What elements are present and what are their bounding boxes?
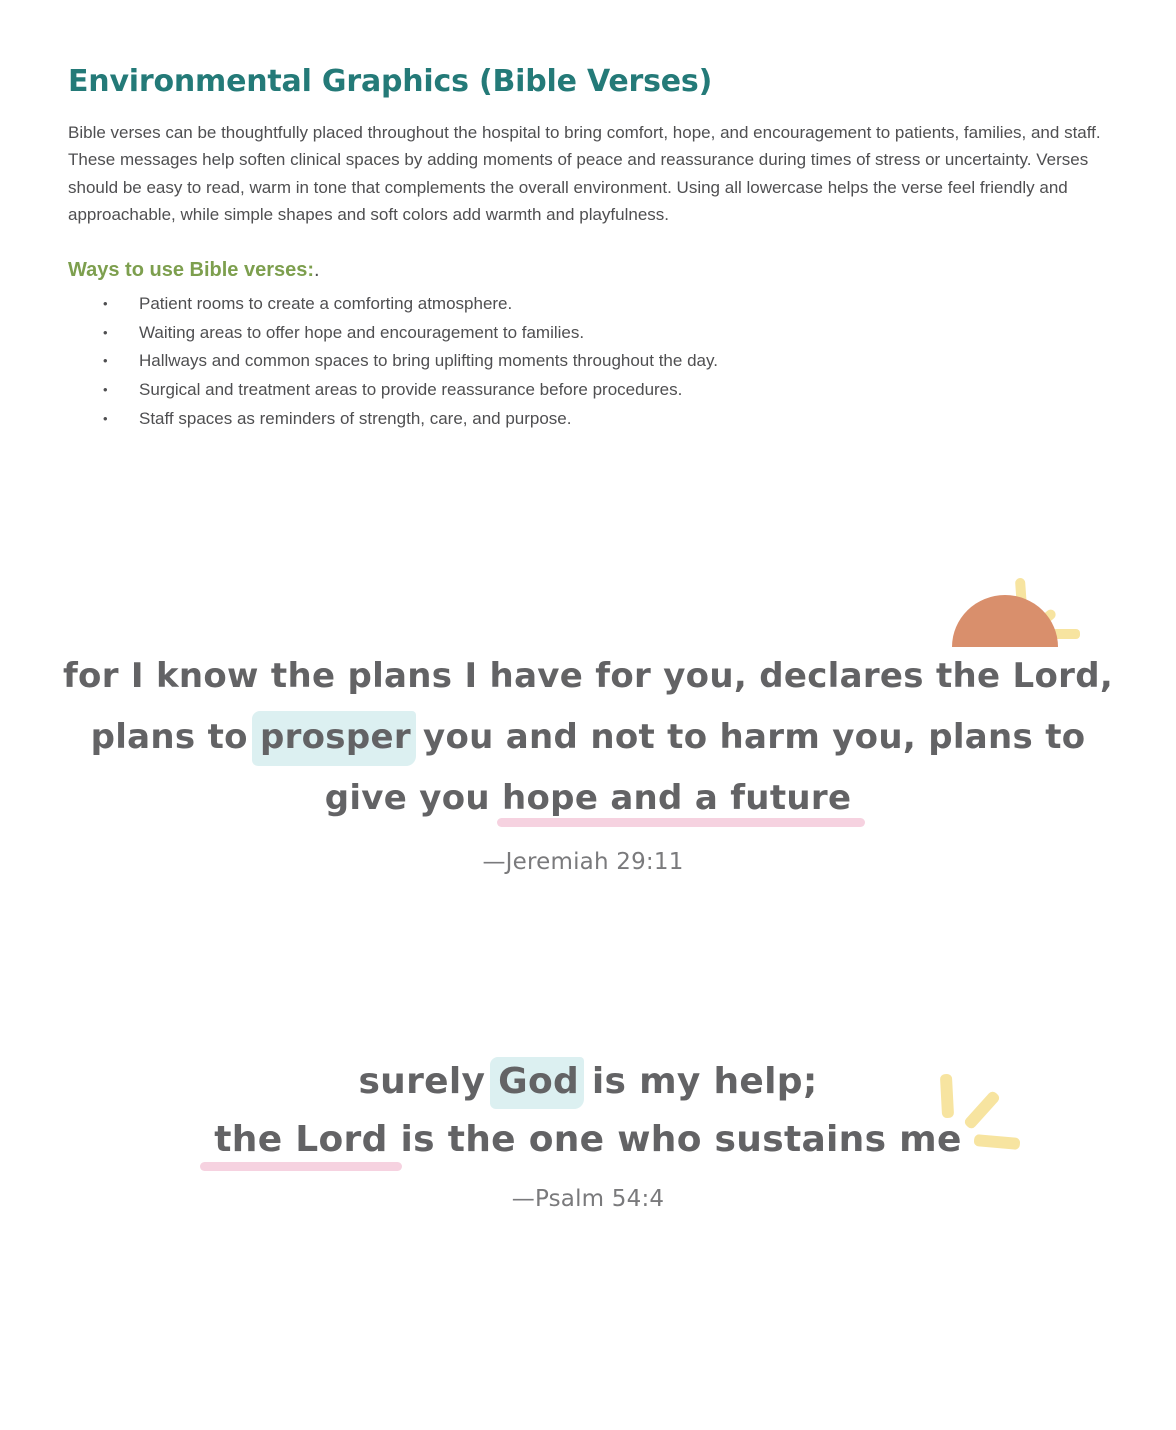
list-item-text: Waiting areas to offer hope and encouragement to families. (139, 322, 585, 342)
list-item (68, 290, 718, 319)
ways-heading-suffix: . (314, 259, 320, 281)
bullet: • (103, 410, 108, 426)
verse-psalm (0, 1053, 1176, 1169)
bullet: • (103, 296, 108, 311)
list-item-text: Surgical and treatment areas to provide reassurance before procedures. (139, 380, 683, 400)
page-title: Environmental Graphics (Bible Verses) (68, 64, 713, 99)
underlined-phrase: the Lord (214, 1111, 387, 1169)
verse-line-start: give you (324, 778, 503, 818)
verse-line-start: plans to (90, 717, 260, 757)
verse-line-end: is the one who sustains me (387, 1119, 962, 1160)
list-item (68, 319, 718, 348)
verse-reference: —Jeremiah 29:11 (482, 849, 684, 875)
verse-reference: —Psalm 54:4 (511, 1186, 665, 1212)
sun-icon (946, 574, 1086, 652)
list-item (68, 405, 718, 434)
bullet: • (103, 353, 108, 369)
verse-line: for I know the plans I have for you, declares the Lord, (62, 656, 1114, 696)
bullet: • (103, 382, 108, 398)
ways-heading-text: Ways to use Bible verses: (68, 259, 315, 281)
verse-jeremiah (0, 646, 1176, 829)
underlined-phrase: hope and a future (502, 768, 851, 829)
ways-list (68, 290, 718, 433)
highlight-word: prosper (260, 707, 411, 768)
list-item (68, 347, 718, 376)
verse-line-end: you and not to harm you, plans to (410, 717, 1086, 757)
bullet: • (103, 324, 108, 340)
intro-paragraph: Bible verses can be thoughtfully placed throughout the hospital to bring comfort, hope, and encouragement to patients, families, and staff. These messages help soften clinical spaces by adding moments of peace and reassurance during times of stress or uncertainty. Verses should be easy to read, warm in tone that complements the overall environment. Using all lowercase helps the verse feel friendly and approachable, while simple shapes and soft colors add warmth and playfulness. (68, 123, 1101, 225)
verse-line-start: surely (358, 1061, 499, 1102)
highlight-word: God (498, 1053, 579, 1111)
list-item (68, 376, 718, 405)
ways-heading (68, 256, 320, 284)
list-item-text: Hallways and common spaces to bring uplifting moments throughout the day. (139, 351, 718, 371)
list-item-text: Staff spaces as reminders of strength, care, and purpose. (139, 408, 572, 428)
list-item-text: Patient rooms to create a comforting atmosphere. (139, 294, 513, 313)
verse-line-end: is my help; (579, 1061, 818, 1102)
